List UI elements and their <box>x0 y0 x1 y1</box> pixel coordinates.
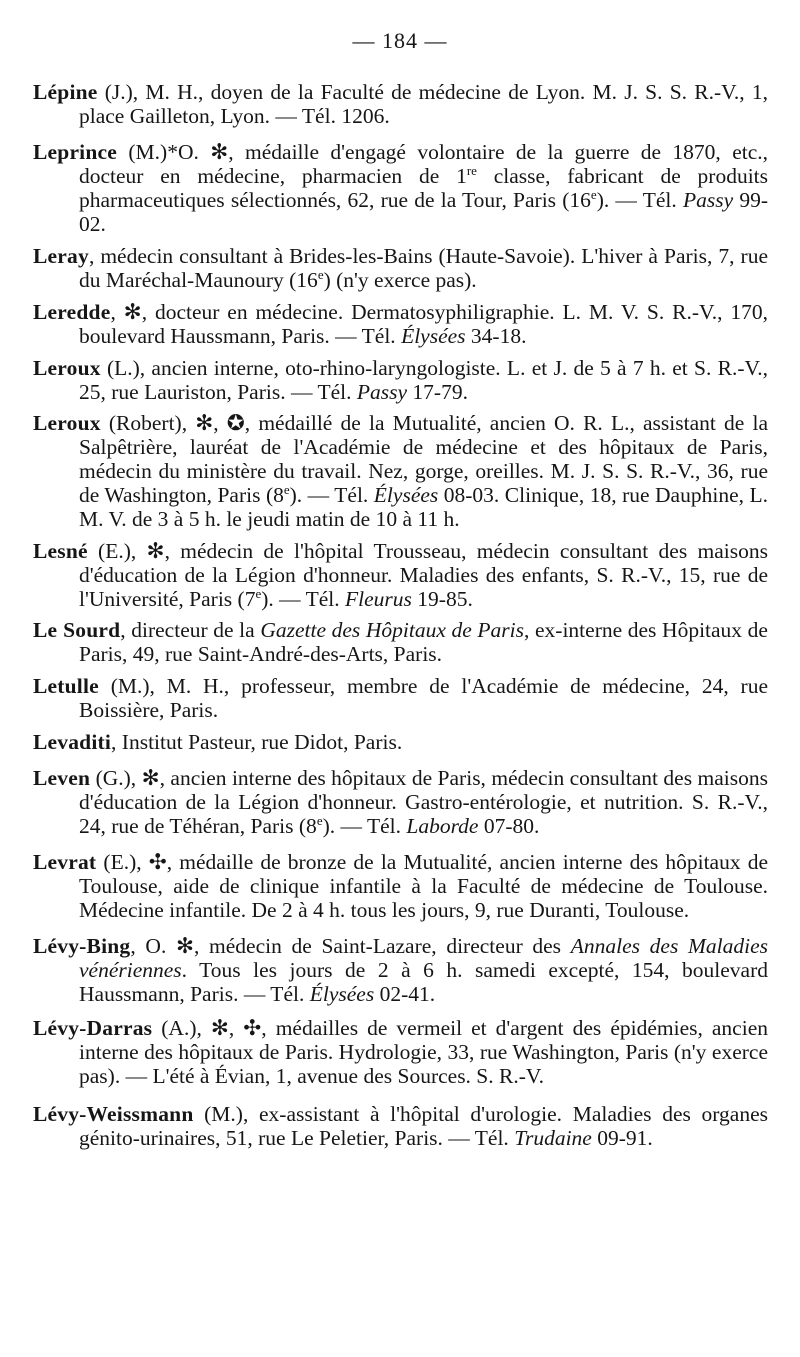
entry-text: , ex-interne des Hôpitaux de Paris, 49, rue Saint-André-des-Arts, Paris. <box>79 618 768 666</box>
entry-leray <box>33 244 768 292</box>
entry-text: 19-85. <box>411 586 473 611</box>
entry-lepine <box>33 80 768 128</box>
directory-entries <box>33 80 768 1158</box>
entry-name: Leven <box>33 766 91 790</box>
entry-name: Leray <box>33 244 89 268</box>
entry-leroux-robert <box>33 411 768 531</box>
entry-name: Lévy-Weissmann <box>33 1102 194 1126</box>
entry-text: (G.), ✻, ancien interne des hôpitaux de Paris, médecin consultant des maisons d'éducation de la Légion d'honneur. Gastro-entérologie, et nutrition. S. R.-V., 24, rue de Téhéran, Paris (8 <box>79 766 768 838</box>
exchange-name: Passy <box>356 379 408 404</box>
entry-text: 09-91. <box>591 1126 653 1150</box>
entry-leven <box>33 766 768 838</box>
entry-name: Le Sourd <box>33 618 121 642</box>
entry-text: ). — Tél. <box>596 188 683 212</box>
superscript: e <box>590 186 597 202</box>
entry-name: Leroux <box>33 355 101 380</box>
entry-text: (L.), ancien interne, oto-rhino-laryngologiste. L. et J. de 5 à 7 h. et S. R.-V., 25, rue Lauriston, Paris. — Tél. <box>79 355 768 404</box>
entry-name: Lesné <box>33 538 88 563</box>
publication-title: Gazette des Hôpitaux de Paris <box>260 618 525 642</box>
entry-text: (M.), ex-assistant à l'hôpital d'urologie. Maladies des organes génito-urinaires, 51, rue Le Peletier, Paris. — Tél. <box>79 1102 768 1150</box>
entry-name: Lépine <box>33 80 98 104</box>
entry-name: Levrat <box>33 850 97 874</box>
superscript: e <box>316 812 323 828</box>
entry-text: 08-03. Clinique, 18, rue Dauphine, L. M. V. de 3 à 5 h. le jeudi matin de 10 à 11 h. <box>79 483 768 531</box>
entry-text: (M.)*O. ✻, médaille d'engagé volontaire de la guerre de 1870, etc., docteur en médecine, pharmacien de 1 <box>79 140 768 188</box>
entry-name: Lévy-Bing <box>33 934 131 958</box>
entry-text: (E.), ✻, médecin de l'hôpital Trousseau, médecin consultant des maisons d'éducation de la Légion d'honneur. Maladies des enfants, S. R.-V., 15, rue de l'Université, Paris (7 <box>79 538 768 611</box>
superscript: re <box>466 162 477 178</box>
entry-text: (E.), ✣, médaille de bronze de la Mutualité, ancien interne des hôpitaux de Toulouse, aide de clinique infantile à la Faculté de médecine de Toulouse. Médecine infantile. De 2 à 4 h. tous les jours, 9, rue Duranti, Toulouse. <box>79 850 768 922</box>
exchange-name: Élysées <box>309 982 375 1006</box>
superscript: e <box>283 481 290 497</box>
entry-levaditi <box>33 730 768 754</box>
entry-lesne <box>33 539 768 611</box>
page-number: — 184 — <box>352 28 448 53</box>
entry-name: Leprince <box>33 140 117 164</box>
exchange-name: Élysées <box>401 324 466 348</box>
entry-text: (J.), M. H., doyen de la Faculté de médecine de Lyon. M. J. S. S. R.-V., 1, place Gailleton, Lyon. — Tél. 1206. <box>79 80 768 128</box>
entry-leroux-l <box>33 356 768 404</box>
exchange-name: Fleurus <box>345 586 412 611</box>
entry-levy-darras <box>33 1016 768 1088</box>
entry-text: (M.), M. H., professeur, membre de l'Académie de médecine, 24, rue Boissière, Paris. <box>79 674 768 722</box>
superscript: e <box>255 585 262 601</box>
exchange-name: Laborde <box>406 814 479 838</box>
entry-text: ). — Tél. <box>322 814 407 838</box>
entry-text: , Institut Pasteur, rue Didot, Paris. <box>111 730 403 754</box>
exchange-name: Élysées <box>373 483 439 507</box>
entry-letulle <box>33 674 768 722</box>
entry-text: , ✻, docteur en médecine. Dermatosyphiligraphie. L. M. V. S. R.-V., 170, boulevard Haussmann, Paris. — Tél. <box>79 300 768 348</box>
entry-leredde <box>33 300 768 348</box>
entry-text: 99-02. <box>79 188 768 236</box>
entry-text: , médecin consultant à Brides-les-Bains (Haute-Savoie). L'hiver à Paris, 7, rue du Maréchal-Maunoury (16 <box>79 244 768 292</box>
entry-text: 34-18. <box>465 324 527 348</box>
entry-leprince <box>33 140 768 236</box>
publication-title: Annales des Maladies vénériennes <box>79 934 768 982</box>
entry-name: Leredde <box>33 300 111 324</box>
entry-name: Letulle <box>33 674 99 698</box>
exchange-name: Trudaine <box>514 1126 592 1150</box>
entry-text: ). — Tél. <box>261 586 346 611</box>
superscript: e <box>317 266 324 282</box>
entry-name: Levaditi <box>33 730 112 754</box>
entry-le-sourd <box>33 618 768 666</box>
entry-text: , directeur de la <box>120 618 261 642</box>
entry-levy-bing <box>33 934 768 1006</box>
entry-name: Lévy-Darras <box>33 1016 153 1040</box>
entry-text: 07-80. <box>478 814 540 838</box>
entry-levy-weissmann <box>33 1102 768 1150</box>
entry-text: 17-79. <box>407 379 468 404</box>
entry-text: ) (n'y exerce pas). <box>323 268 477 292</box>
entry-text: (A.), ✻, ✣, médailles de vermeil et d'argent des épidémies, ancien interne des hôpitaux de Paris. Hydrologie, 33, rue Washington, Paris (n'y exerce pas). — L'été à Évian, 1, avenue des Sources. S. R.-V. <box>79 1016 768 1088</box>
entry-text: classe, fabricant de produits pharmaceutiques sélectionnés, 62, rue de la Tour, Paris (16 <box>79 164 769 212</box>
entry-text: . Tous les jours de 2 à 6 h. samedi excepté, 154, boulevard Haussmann, Paris. — Tél. <box>79 958 768 1006</box>
entry-name: Leroux <box>33 411 101 435</box>
entry-text: , O. ✻, médecin de Saint-Lazare, directeur des <box>130 934 571 958</box>
entry-text: 02-41. <box>374 982 436 1006</box>
entry-levrat <box>33 850 768 922</box>
exchange-name: Passy <box>682 188 734 212</box>
entry-text: (Robert), ✻, ✪, médaillé de la Mutualité, ancien O. R. L., assistant de la Salpêtrière, lauréat de l'Académie de médecine et des hôpitaux de Paris, médecin du ministère du travail. Nez, gorge, oreilles. M. J. S. S. R.-V., 36, rue de Washington, Paris (8 <box>79 411 768 507</box>
entry-text: ). — Tél. <box>289 483 374 507</box>
